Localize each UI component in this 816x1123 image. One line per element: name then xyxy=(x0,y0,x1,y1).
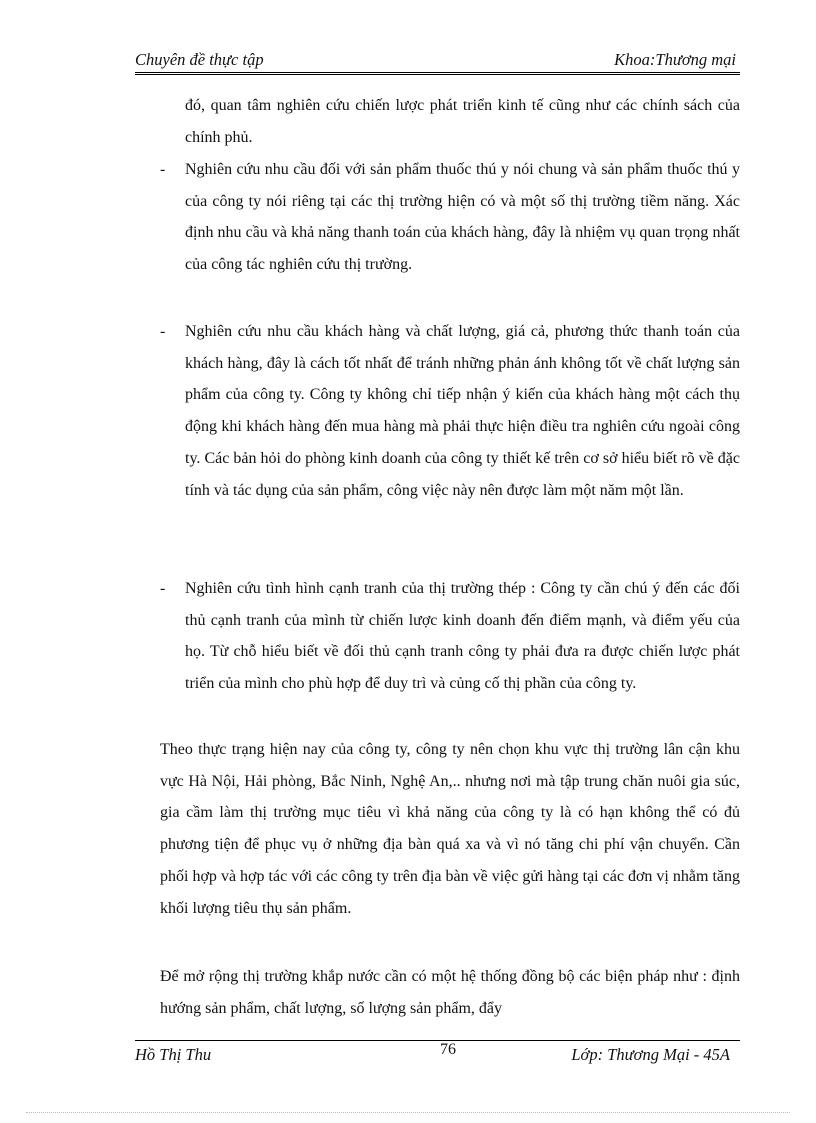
bullet-marker: - xyxy=(160,161,166,178)
bullet-marker: - xyxy=(160,323,166,340)
header-document-title: Chuyên đề thực tập xyxy=(135,50,264,69)
header-faculty: Khoa:Thương mại xyxy=(614,50,736,69)
bullet-marker: - xyxy=(160,580,166,597)
page-footer xyxy=(135,1040,740,1071)
paragraph-market-expansion: Để mở rộng thị trường khắp nước cần có một hệ thống đồng bộ các biện pháp như : định hướng sản phẩm, chất lượng, số lượng sản phẩm, đẩy xyxy=(160,968,740,1017)
page-number: 76 xyxy=(440,1041,456,1058)
page-header xyxy=(135,50,740,75)
bullet-text: Nghiên cứu tình hình cạnh tranh của thị trường thép : Công ty cần chú ý đến các đối thủ cạnh tranh của mình từ chiến lược kinh doanh đến điểm mạnh, và điểm yếu của họ. Từ chỗ hiểu biết về đối thủ cạnh tranh công ty phải đưa ra được chiến lược phát triển của mình cho phù hợp để duy trì và củng cố thị phần của công ty. xyxy=(185,580,740,693)
page-bottom-divider xyxy=(26,1112,790,1113)
intro-continuation: đó, quan tâm nghiên cứu chiến lược phát triển kinh tế cũng như các chính sách của chính phủ. xyxy=(185,97,740,146)
footer-author: Hồ Thị Thu xyxy=(135,1045,212,1064)
bullet-text: Nghiên cứu nhu cầu khách hàng và chất lượng, giá cả, phương thức thanh toán của khách hàng, đây là cách tốt nhất để tránh những phản ánh không tốt về chất lượng sản phẩm của công ty. Công ty không chỉ tiếp nhận ý kiến của khách hàng một cách thụ động khi khách hàng đến mua hàng mà phải thực hiện điều tra nghiên cứu ngoài công ty. Các bản hỏi do phòng kinh doanh của công ty thiết kế trên cơ sở hiểu biết rõ về đặc tính và tác dụng của sản phẩm, công việc này nên được làm một năm một lần. xyxy=(185,323,740,499)
footer-class: Lớp: Thương Mại - 45A xyxy=(571,1045,730,1064)
paragraph-target-market: Theo thực trạng hiện nay của công ty, công ty nên chọn khu vực thị trường lân cận khu vực Hà Nội, Hải phòng, Bắc Ninh, Nghệ An,.. nhưng nơi mà tập trung chăn nuôi gia súc, gia cầm làm thị trường mục tiêu vì khả năng của công ty là có hạn không thể có đủ phương tiện để phục vụ ở những địa bàn quá xa và vì nó tăng chi phí vận chuyển. Cần phối hợp và hợp tác với các công ty trên địa bàn về việc gửi hàng tại các đơn vị nhằm tăng khối lượng tiêu thụ sản phẩm. xyxy=(160,741,740,917)
bullet-text: Nghiên cứu nhu cầu đối với sản phẩm thuốc thú y nói chung và sản phẩm thuốc thú y của công ty nói riêng tại các thị trường hiện có và một số thị trường tiềm năng. Xác định nhu cầu và khả năng thanh toán của khách hàng, đây là nhiệm vụ quan trọng nhất của công tác nghiên cứu thị trường. xyxy=(185,161,740,274)
